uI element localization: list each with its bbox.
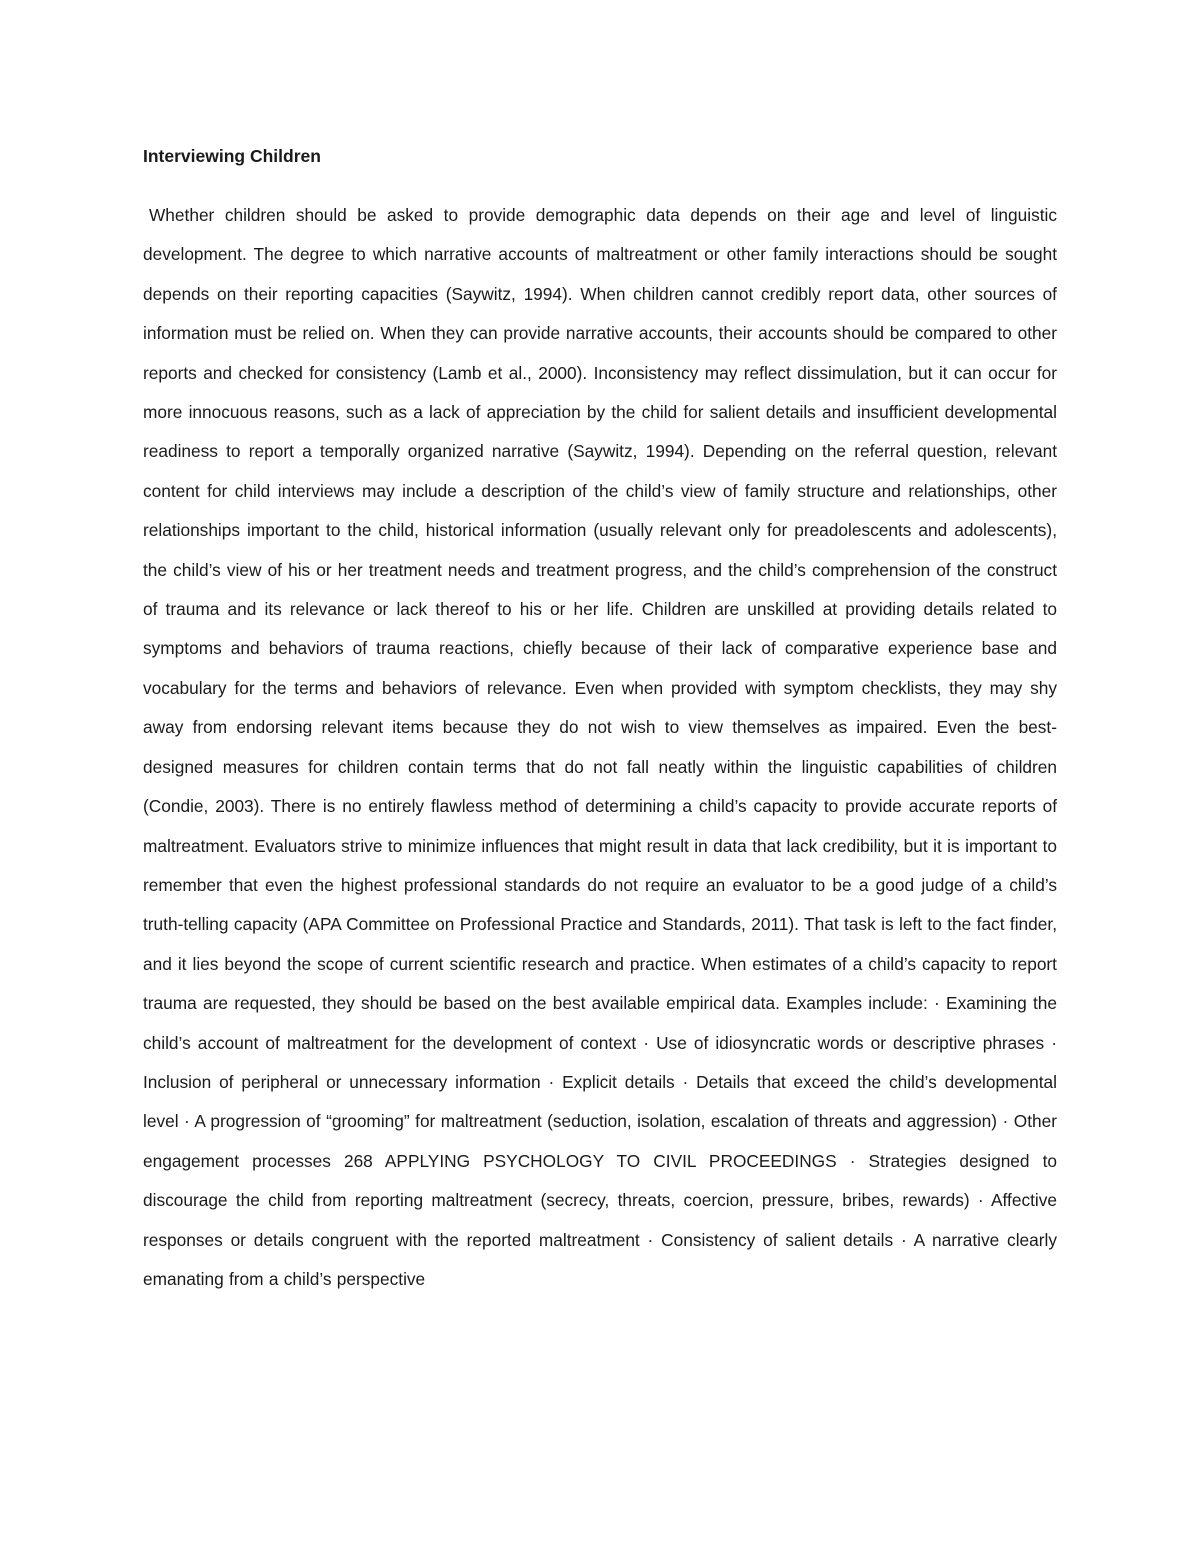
body-paragraph: Whether children should be asked to provide demographic data depends on their age and level of linguistic development. The degree to which narrative accounts of maltreatment or other family interactions should be sought depends on their reporting capacities (Saywitz, 1994). When children cannot credibly report data, other sources of information must be relied on. When they can provide narrative accounts, their accounts should be compared to other reports and checked for consistency (Lamb et al., 2000). Inconsistency may reflect dissimulation, but it can occur for more innocuous reasons, such as a lack of appreciation by the child for salient details and insufficient developmental readiness to report a temporally organized narrative (Saywitz, 1994). Depending on the referral question, relevant content for child interviews may include a description of the child’s view of family structure and relationships, other relationships important to the child, historical information (usually relevant only for preadolescents and adolescents), the child’s view of his or her treatment needs and treatment progress, and the child’s comprehension of the construct of trauma and its relevance or lack thereof to his or her life. Children are unskilled at providing details related to symptoms and behaviors of trauma reactions, chiefly because of their lack of comparative experience base and vocabulary for the terms and behaviors of relevance. Even when provided with symptom checklists, they may shy away from endorsing relevant items because they do not wish to view themselves as impaired. Even the best-designed measures for children contain terms that do not fall neatly within the linguistic capabilities of children (Condie, 2003). There is no entirely flawless method of determining a child’s capacity to provide accurate reports of maltreatment. Evaluators strive to minimize influences that might result in data that lack credibility, but it is important to remember that even the highest professional standards do not require an evaluator to be a good judge of a child’s truth-telling capacity (APA Committee on Professional Practice and Standards, 2011). That task is left to the fact finder, and it lies beyond the scope of current scientific research and practice. When estimates of a child’s capacity to report trauma are requested, they should be based on the best available empirical data. Examples include: · Examining the child’s account of maltreatment for the development of context · Use of idiosyncratic words or descriptive phrases · Inclusion of peripheral or unnecessary information · Explicit details · Details that exceed the child’s developmental level · A progression of “grooming” for maltreatment (seduction, isolation, escalation of threats and aggression) · Other engagement processes 268 APPLYING PSYCHOLOGY TO CIVIL PROCEEDINGS · Strategies designed to discourage the child from reporting maltreatment (secrecy, threats, coercion, pressure, bribes, rewards) · Affective responses or details congruent with the reported maltreatment · Consistency of salient details · A narrative clearly emanating from a child’s perspective [143, 205, 1057, 1289]
document-page [143, 140, 1057, 1299]
document-title: Interviewing Children [143, 146, 321, 166]
